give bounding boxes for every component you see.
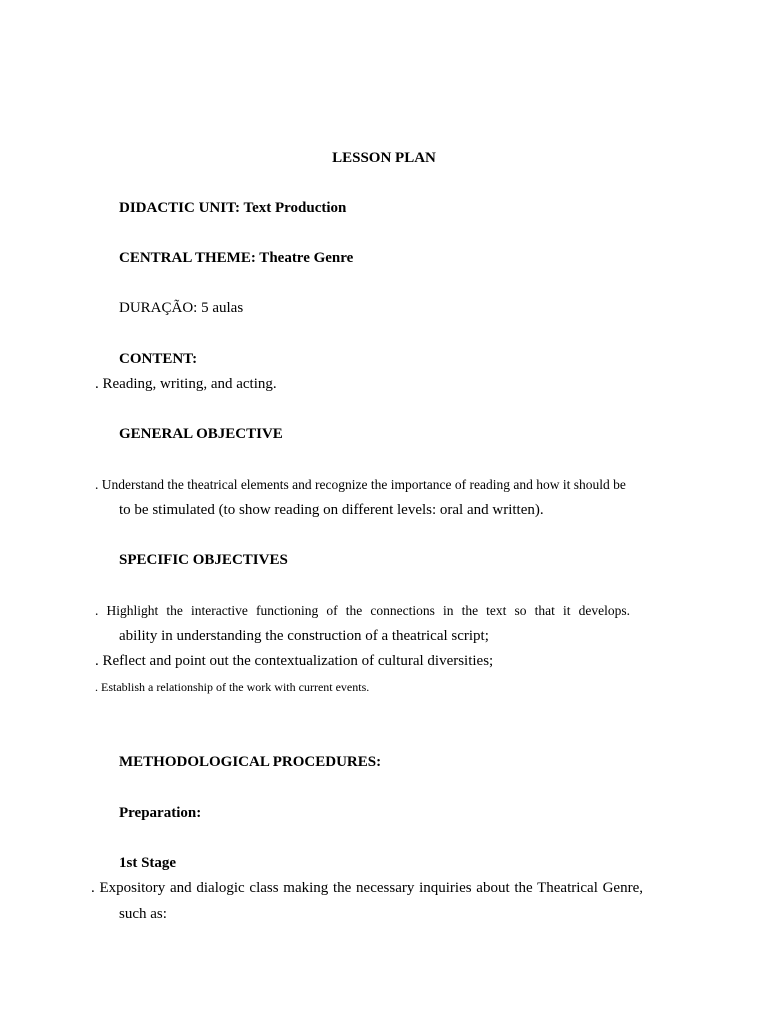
central-theme: CENTRAL THEME: Theatre Genre: [119, 250, 354, 266]
general-objective-heading: GENERAL OBJECTIVE: [119, 426, 283, 442]
stage-line-1: . Expository and dialogic class making the necessary inquiries about the Theatrical Genre,: [91, 880, 643, 896]
duration: DURAÇÃO: 5 aulas: [119, 300, 244, 316]
specific-objective-1-line-1: . Highlight the interactive functioning of the connections in the text so that it develops.: [95, 603, 630, 618]
content-item: . Reading, writing, and acting.: [95, 376, 277, 392]
preparation-heading: Preparation:: [119, 805, 202, 821]
general-objective-line-2: to be stimulated (to show reading on different levels: oral and written).: [119, 502, 544, 518]
document-title: LESSON PLAN: [332, 150, 436, 166]
methodological-heading: METHODOLOGICAL PROCEDURES:: [119, 754, 382, 770]
specific-objective-2: . Reflect and point out the contextualization of cultural diversities;: [95, 653, 494, 669]
content-heading: CONTENT:: [119, 351, 198, 367]
stage-heading: 1st Stage: [119, 855, 177, 871]
stage-line-2: such as:: [119, 906, 167, 922]
specific-objectives-heading: SPECIFIC OBJECTIVES: [119, 552, 288, 568]
didactic-unit: DIDACTIC UNIT: Text Production: [119, 200, 347, 216]
specific-objective-3: . Establish a relationship of the work with current events.: [95, 680, 370, 694]
specific-objective-1-line-2: ability in understanding the construction of a theatrical script;: [119, 628, 489, 644]
general-objective-line-1: . Understand the theatrical elements and recognize the importance of reading and how it should be: [95, 477, 626, 492]
